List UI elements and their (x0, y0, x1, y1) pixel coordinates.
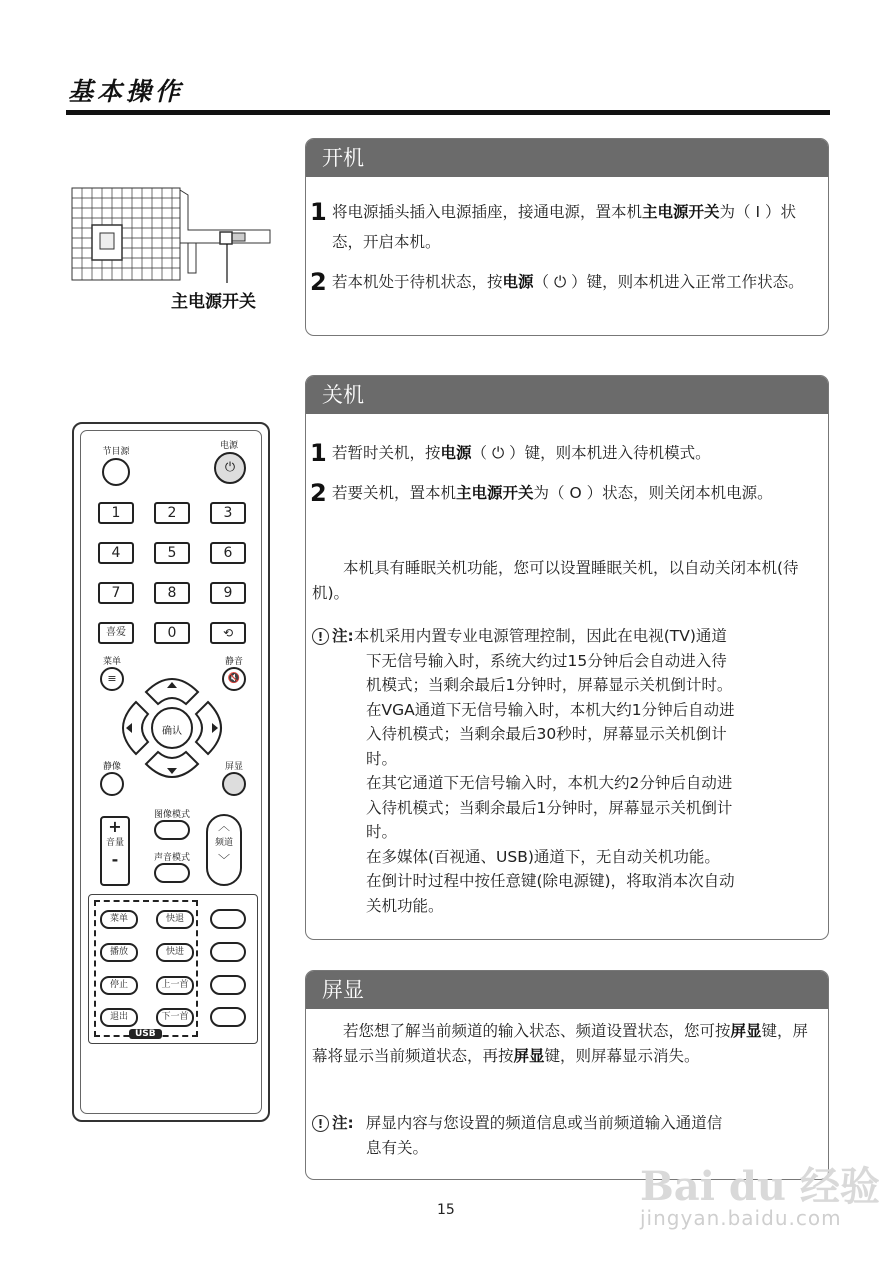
digit-0-button: 0 (154, 622, 190, 644)
chevron-up-icon: ︿ (217, 819, 230, 833)
sleep-paragraph: 本机具有睡眠关机功能，您可以设置睡眠关机，以自动关闭本机(待机)。 (312, 559, 799, 602)
note-line: 入待机模式；当剩余最后1分钟时，屏幕显示关机倒计 (366, 798, 733, 817)
power-off-step-1: 1 若暂时关机，按电源（ ⏻ ）键，则本机进入待机模式。 (310, 439, 711, 467)
menu-button: ≡ (100, 667, 124, 691)
power-off-title: 关机 (306, 376, 828, 414)
page-number: 15 (437, 1202, 455, 1218)
still-label: 静像 (102, 762, 121, 772)
power-on-title: 开机 (306, 139, 828, 177)
power-label: 电源 (219, 441, 238, 451)
digit-7-button: 7 (98, 582, 134, 604)
header-rule (66, 110, 830, 115)
source-label: 节目源 (102, 447, 130, 457)
display-title: 屏显 (306, 971, 828, 1009)
note-line: 在VGA通道下无信号输入时，本机大约1分钟后自动进 (366, 700, 735, 719)
power-button: ⏻ (214, 452, 246, 484)
digit-1-button: 1 (98, 502, 134, 524)
note-line: 时。 (366, 749, 398, 768)
power-off-note: ! 注: 本机采用内置专业电源管理控制，因此在电视(TV)通道 下无信号输入时，系统大约过15分钟后会自动进入待 机模式；当剩余最后1分钟时，屏幕显示关机倒计时。 在VGA通道下无信号输入时，本机大约1分钟后自动进 入待机模式；当剩余最后30秒时，屏幕显示关机倒计 时。 在其它通道下无信号输入时，本机大约2分钟后自动进 入待机模式；当剩余最后1分钟时，屏幕显示关机倒计 时。 在多媒体(百视通、USB)通道下，无自动关机功能。 在倒计时过程中按任意键(除电源键)，将取消本次自动 关机功能。 (312, 624, 818, 918)
note-line: 下无信号输入时，系统大约过15分钟后会自动进入待 (366, 651, 727, 670)
digit-6-button: 6 (210, 542, 246, 564)
note-line: 时。 (366, 823, 398, 841)
usb-forward-button: 快进 (156, 943, 194, 962)
display-section (305, 970, 829, 1180)
blank-button (210, 909, 246, 929)
mute-button: 🔇 (222, 667, 246, 691)
tv-back-illustration (70, 185, 280, 285)
display-label: 屏显 (224, 762, 243, 772)
usb-menu-button: 菜单 (100, 910, 138, 929)
usb-stop-button: 停止 (100, 976, 138, 995)
display-paragraph: 若您想了解当前频道的输入状态、频道设置状态，您可按屏显键，屏幕将显示当前频道状态，再按屏显键，则屏幕显示消失。 (312, 1022, 809, 1065)
source-button (102, 458, 130, 486)
watermark (640, 1155, 880, 1230)
usb-exit-button: 退出 (100, 1008, 138, 1027)
mute-label: 静音 (224, 657, 243, 667)
volume-rocker: + 音量 - (100, 816, 130, 886)
sound-mode-label: 声音模式 (153, 853, 190, 863)
digit-3-button: 3 (210, 502, 246, 524)
note-line: 在其它通道下无信号输入时，本机大约2分钟后自动进 (366, 774, 733, 792)
note-line: 在多媒体(百视通、USB)通道下，无自动关机功能。 (366, 847, 720, 866)
digit-2-button: 2 (154, 502, 190, 524)
page-header: 基本操作 (68, 77, 185, 106)
power-off-step-2: 2 若要关机，置本机主电源开关为（ O ）状态，则关闭本机电源。 (310, 479, 773, 507)
picture-mode-button (154, 820, 190, 840)
still-button (100, 772, 124, 796)
picture-mode-label: 图像模式 (153, 810, 190, 820)
note-line: 在倒计时过程中按任意键(除电源键)，将取消本次自动 (366, 872, 735, 890)
chevron-down-icon: ﹀ (217, 853, 230, 867)
watermark-main: Bai du 经验 (640, 1163, 880, 1210)
remote-control (72, 422, 270, 1122)
digit-9-button: 9 (210, 582, 246, 604)
note-line: 机模式；当剩余最后1分钟时，屏幕显示关机倒计时。 (366, 676, 733, 694)
digit-5-button: 5 (154, 542, 190, 564)
usb-label: USB (129, 1029, 162, 1039)
return-icon: ⟲ (210, 622, 246, 644)
power-on-step-2: 2 若本机处于待机状态，按电源（ ⏻ ）键，则本机进入正常工作状态。 (310, 268, 804, 296)
note-line: 入待机模式；当剩余最后30秒时，屏幕显示关机倒计 (366, 725, 727, 743)
note-line: 息有关。 (366, 1138, 429, 1157)
display-note: ! 注: 屏显内容与您设置的频道信息或当前频道输入通道信 息有关。 (312, 1111, 818, 1160)
exclamation-icon: ! (312, 628, 329, 645)
usb-play-button: 播放 (100, 943, 138, 962)
watermark-url: jingyan.baidu.com (640, 1206, 842, 1230)
usb-prev-button: 上一首 (156, 976, 194, 995)
usb-next-button: 下一首 (156, 1008, 194, 1027)
blank-button (210, 975, 246, 995)
channel-rocker: ︿ 频道 ﹀ (206, 814, 242, 886)
blank-button (210, 1007, 246, 1027)
exclamation-icon: ! (312, 1115, 329, 1132)
sound-mode-button (154, 863, 190, 883)
blank-button (210, 942, 246, 962)
digit-8-button: 8 (154, 582, 190, 604)
display-button (222, 772, 246, 796)
usb-rewind-button: 快退 (156, 910, 194, 929)
note-line: 关机功能。 (366, 896, 444, 915)
ok-label: 确认 (162, 726, 182, 737)
power-on-step-1: 1 将电源插头插入电源插座，接通电源，置本机主电源开关为（ I ）状态，开启本机。 (310, 198, 796, 251)
main-power-switch-callout: 主电源开关 (171, 292, 256, 312)
menu-label: 菜单 (102, 657, 121, 667)
favorite-button: 喜爱 (98, 622, 134, 644)
power-off-section (305, 375, 829, 940)
digit-4-button: 4 (98, 542, 134, 564)
power-on-section (305, 138, 829, 336)
